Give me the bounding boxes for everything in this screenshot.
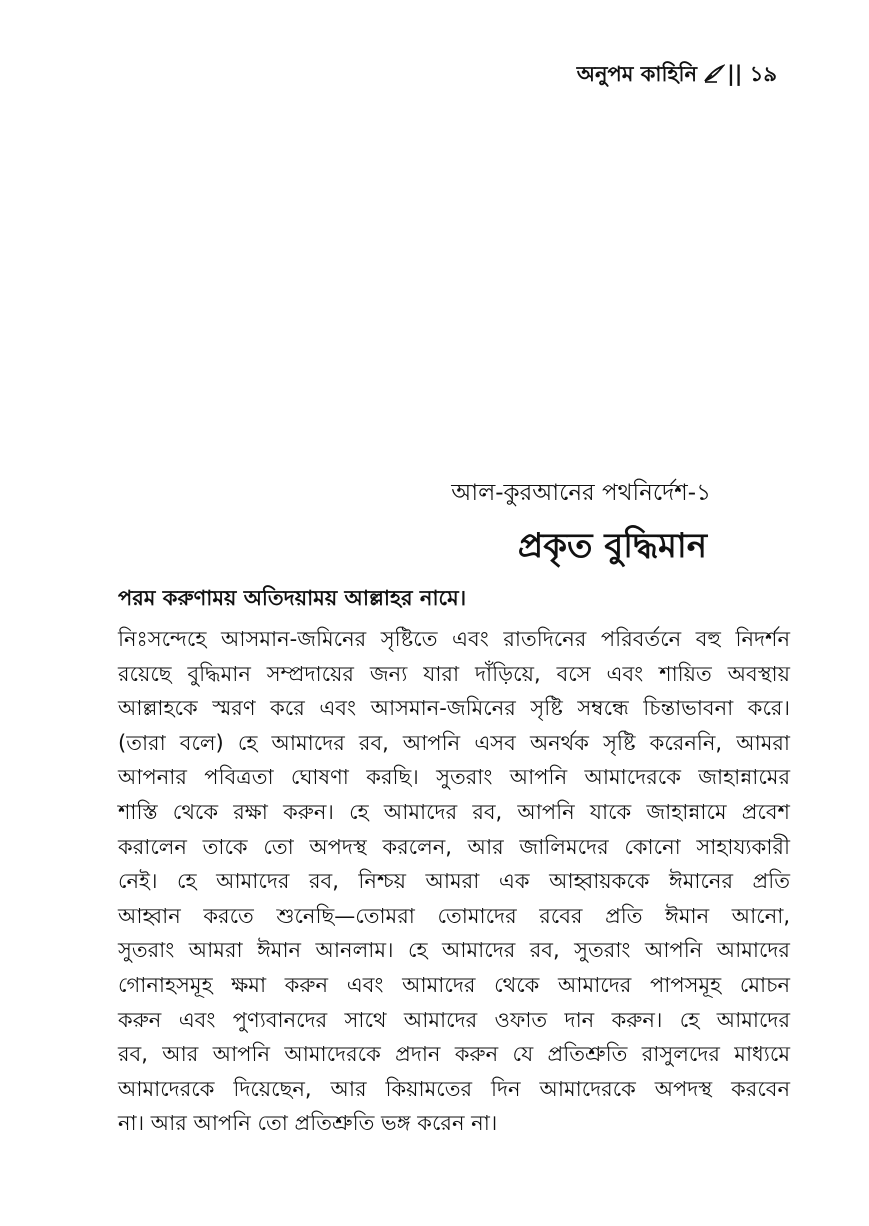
body-line: আহ্বান করতে শুনেছি—তোমরা তোমাদের রবের প্রতি ঈমান আনো, xyxy=(118,903,790,928)
body-line: (তারা বলে) হে আমাদের রব, আপনি এসব অনর্থক সৃষ্টি করেননি, আমরা xyxy=(118,730,790,755)
body-line: আপনার পবিত্রতা ঘোষণা করছি। সুতরাং আপনি আমাদেরকে জাহান্নামের xyxy=(118,765,790,790)
bismillah-line: পরম করুণাময় অতিদয়াময় আল্লাহর নামে। xyxy=(118,586,467,610)
body-line: না। আর আপনি তো প্রতিশ্রুতি ভঙ্গ করেন না। xyxy=(118,1111,498,1136)
body-line: নিঃসন্দেহে আসমান-জমিনের সৃষ্টিতে এবং রাতদিনের পরিবর্তনে বহু নিদর্শন xyxy=(118,627,790,651)
body-line: রয়েছে বুদ্ধিমান সম্প্রদায়ের জন্য যারা দাঁড়িয়ে, বসে এবং শায়িত অবস্থায় xyxy=(118,661,790,686)
quill-icon xyxy=(703,64,725,84)
body-line: করুন এবং পুণ্যবানদের সাথে আমাদের ওফাত দান করুন। হে আমাদের xyxy=(118,1007,790,1032)
page-number: ১৯ xyxy=(749,62,777,86)
chapter-title: প্রকৃত বুদ্ধিমান xyxy=(517,526,707,566)
section-label: আল-কুরআনের পথনির্দেশ-১ xyxy=(451,480,711,506)
header-separator: || xyxy=(727,62,743,86)
body-line: শাস্তি থেকে রক্ষা করুন। হে আমাদের রব, আপনি যাকে জাহান্নামে প্রবেশ xyxy=(118,799,790,824)
body-line: রব, আর আপনি আমাদেরকে প্রদান করুন যে প্রতিশ্রুতি রাসুলদের মাধ্যমে xyxy=(118,1042,790,1067)
body-line: গোনাহসমূহ ক্ষমা করুন এবং আমাদের থেকে আমাদের পাপসমূহ মোচন xyxy=(118,972,790,997)
body-line: আমাদেরকে দিয়েছেন, আর কিয়ামতের দিন আমাদেরকে অপদস্থ করবেন xyxy=(118,1076,790,1101)
body-line: আল্লাহকে স্মরণ করে এবং আসমান-জমিনের সৃষ্টি সম্বন্ধে চিন্তাভাবনা করে। xyxy=(118,696,790,721)
body-line: নেই। হে আমাদের রব, নিশ্চয় আমরা এক আহ্বায়ককে ঈমানের প্রতি xyxy=(118,869,790,894)
body-line: করালেন তাকে তো অপদস্থ করলেন, আর জালিমদের কোনো সাহায্যকারী xyxy=(118,834,790,859)
body-paragraph xyxy=(118,622,790,1141)
book-title: অনুপম কাহিনি xyxy=(576,62,698,86)
running-header xyxy=(577,58,777,93)
body-line: সুতরাং আমরা ঈমান আনলাম। হে আমাদের রব, সুতরাং আপনি আমাদের xyxy=(118,938,790,963)
